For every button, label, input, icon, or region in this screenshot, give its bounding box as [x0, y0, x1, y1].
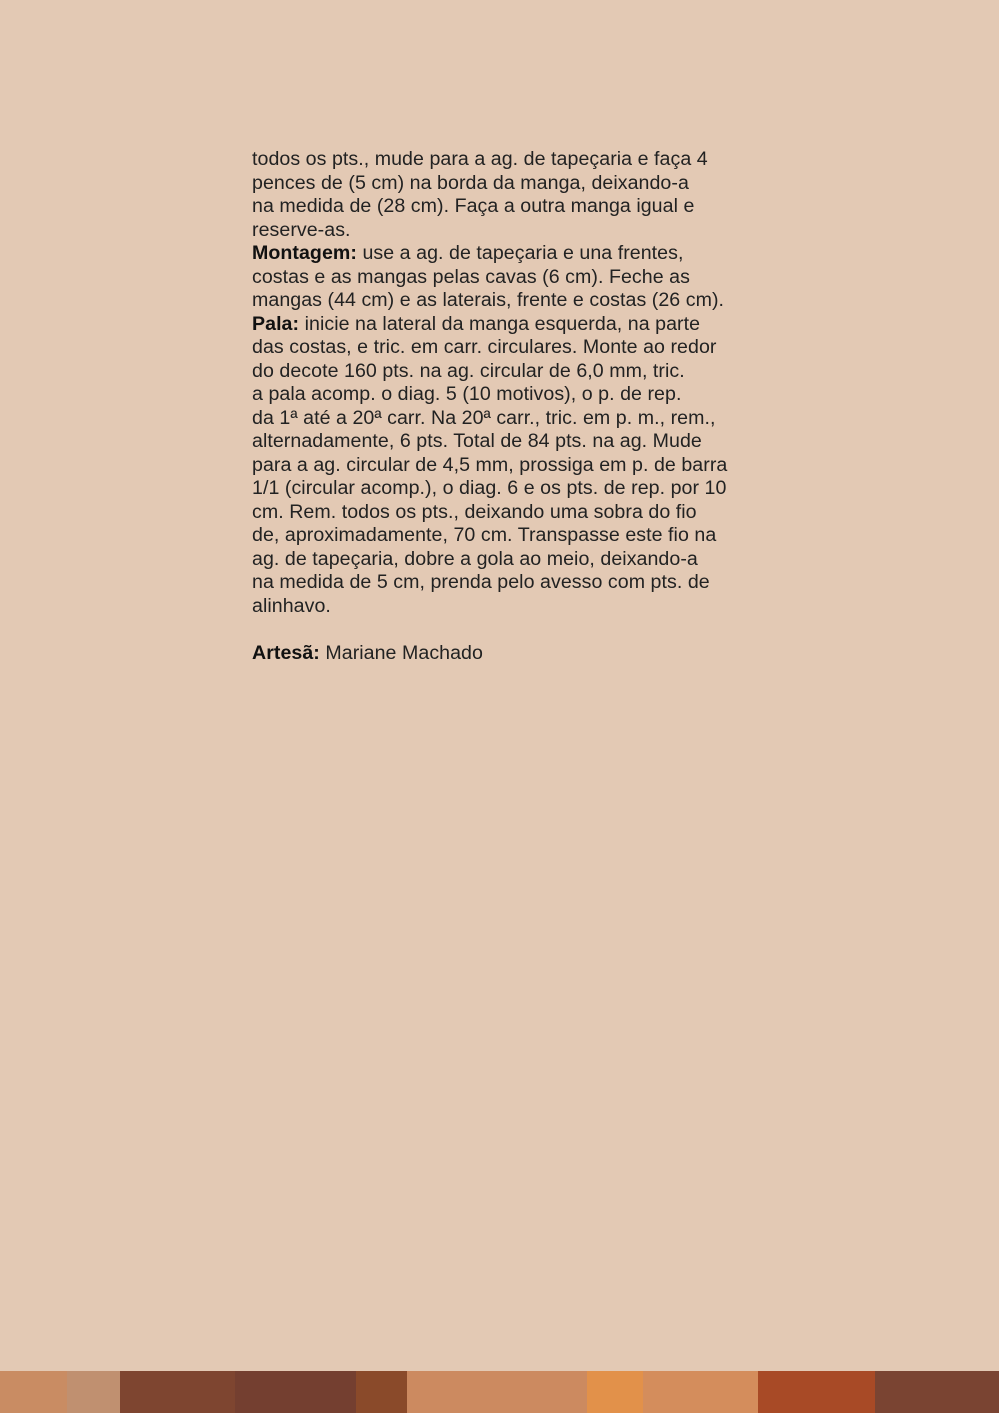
text-line: na medida de 5 cm, prenda pelo avesso com pts. de: [252, 571, 710, 593]
pala-label: Pala:: [252, 312, 300, 335]
text-line: costas e as mangas pelas cavas (6 cm). Feche as: [252, 265, 690, 288]
artesa-label: Artesã:: [252, 641, 320, 664]
artesa-name: Mariane Machado: [319, 641, 483, 664]
text-line: para a ag. circular de 4,5 mm, prossiga em p. de barra: [252, 453, 728, 476]
text-line: 1/1 (circular acomp.), o diag. 6 e os pts. de rep. por 10: [252, 477, 727, 499]
color-swatch: [407, 1371, 587, 1413]
text-line: reserve-as.: [252, 218, 351, 241]
montagem-label: Montagem:: [252, 242, 357, 264]
color-swatch: [67, 1371, 120, 1413]
paragraph-artesa: [252, 642, 792, 666]
text-line: das costas, e tric. em carr. circulares. Monte ao redor: [252, 336, 717, 358]
text-line: [252, 242, 792, 266]
paragraph-intro: [252, 148, 792, 242]
text-line: alternadamente, 6 pts. Total de 84 pts. na ag. Mude: [252, 430, 702, 452]
text-line: a pala acomp. o diag. 5 (10 motivos), o p. de rep.: [252, 383, 682, 405]
text-line: todos os pts., mude para a ag. de tapeçaria e faça 4: [252, 148, 708, 170]
color-swatch: [120, 1371, 235, 1413]
instructions-text: [252, 148, 792, 665]
paragraph-montagem: [252, 242, 792, 313]
text-line: alinhavo.: [252, 594, 331, 617]
color-swatch: [758, 1371, 875, 1413]
color-stripe-footer: [0, 1371, 999, 1413]
montagem-text: use a ag. de tapeçaria e una frentes,: [356, 242, 684, 264]
text-line: de, aproximadamente, 70 cm. Transpasse este fio na: [252, 524, 717, 546]
text-line: do decote 160 pts. na ag. circular de 6,0 mm, tric.: [252, 359, 685, 382]
color-swatch: [356, 1371, 407, 1413]
color-swatch: [643, 1371, 758, 1413]
color-swatch: [0, 1371, 67, 1413]
text-line: mangas (44 cm) e as laterais, frente e costas (26 cm).: [252, 289, 725, 311]
text-line: na medida de (28 cm). Faça a outra manga igual e: [252, 195, 695, 217]
color-swatch: [587, 1371, 643, 1413]
text-line: ag. de tapeçaria, dobre a gola ao meio, deixando-a: [252, 547, 698, 570]
text-line: [252, 642, 792, 666]
text-line: pences de (5 cm) na borda da manga, deixando-a: [252, 171, 689, 194]
text-line: cm. Rem. todos os pts., deixando uma sobra do fio: [252, 500, 697, 523]
pala-text: inicie na lateral da manga esquerda, na parte: [299, 312, 701, 335]
color-swatch: [875, 1371, 999, 1413]
text-line: [252, 313, 792, 337]
paragraph-pala: [252, 313, 792, 619]
paragraph-spacer: [252, 618, 792, 642]
text-line: da 1ª até a 20ª carr. Na 20ª carr., tric. em p. m., rem.,: [252, 406, 716, 429]
color-swatch: [235, 1371, 356, 1413]
